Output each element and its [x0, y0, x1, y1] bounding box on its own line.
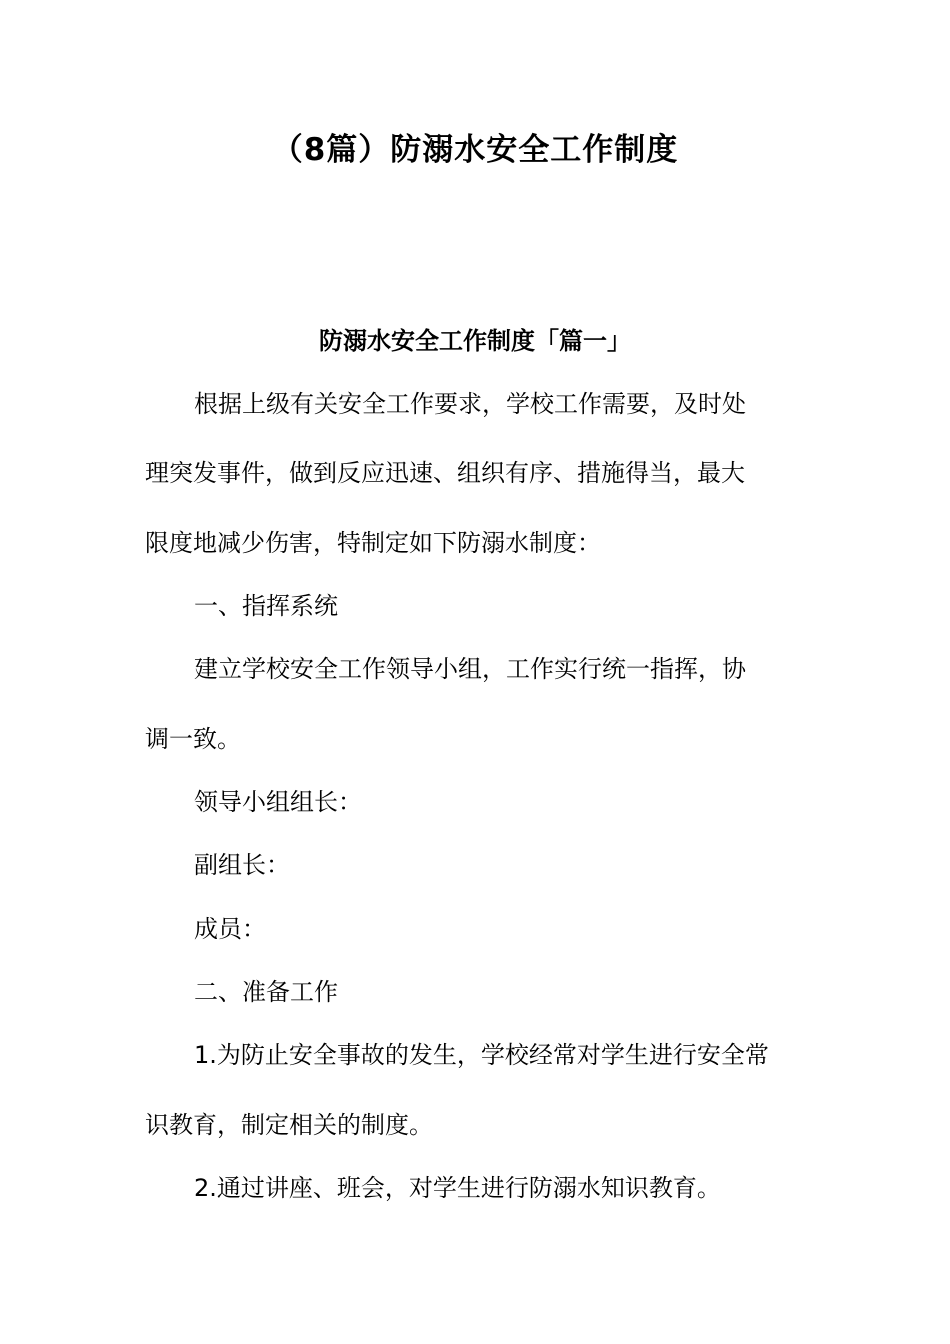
paragraph-line: 限度地减少伤害，特制定如下防溺水制度： — [145, 529, 601, 557]
paragraph-line: 调一致。 — [145, 725, 241, 753]
paragraph-line: 成员： — [194, 915, 266, 943]
heading-line: 二、准备工作 — [194, 978, 338, 1006]
paragraph-line: 1.为防止安全事故的发生，学校经常对学生进行安全常 — [194, 1041, 769, 1069]
paragraph-line: 理突发事件，做到反应迅速、组织有序、措施得当，最大 — [145, 459, 745, 487]
paragraph-line: 副组长： — [194, 851, 290, 879]
paragraph-line: 2.通过讲座、班会，对学生进行防溺水知识教育。 — [194, 1174, 721, 1202]
paragraph-line: 根据上级有关安全工作要求，学校工作需要，及时处 — [194, 390, 746, 418]
paragraph-line: 领导小组组长： — [194, 788, 362, 816]
heading-line: 一、指挥系统 — [194, 592, 338, 620]
paragraph-line: 识教育，制定相关的制度。 — [145, 1111, 433, 1139]
section-title: 防溺水安全工作制度「篇一」 — [319, 327, 631, 355]
paragraph-line: 建立学校安全工作领导小组，工作实行统一指挥，协 — [194, 655, 746, 683]
document-title: （8篇）防溺水安全工作制度 — [271, 132, 679, 168]
